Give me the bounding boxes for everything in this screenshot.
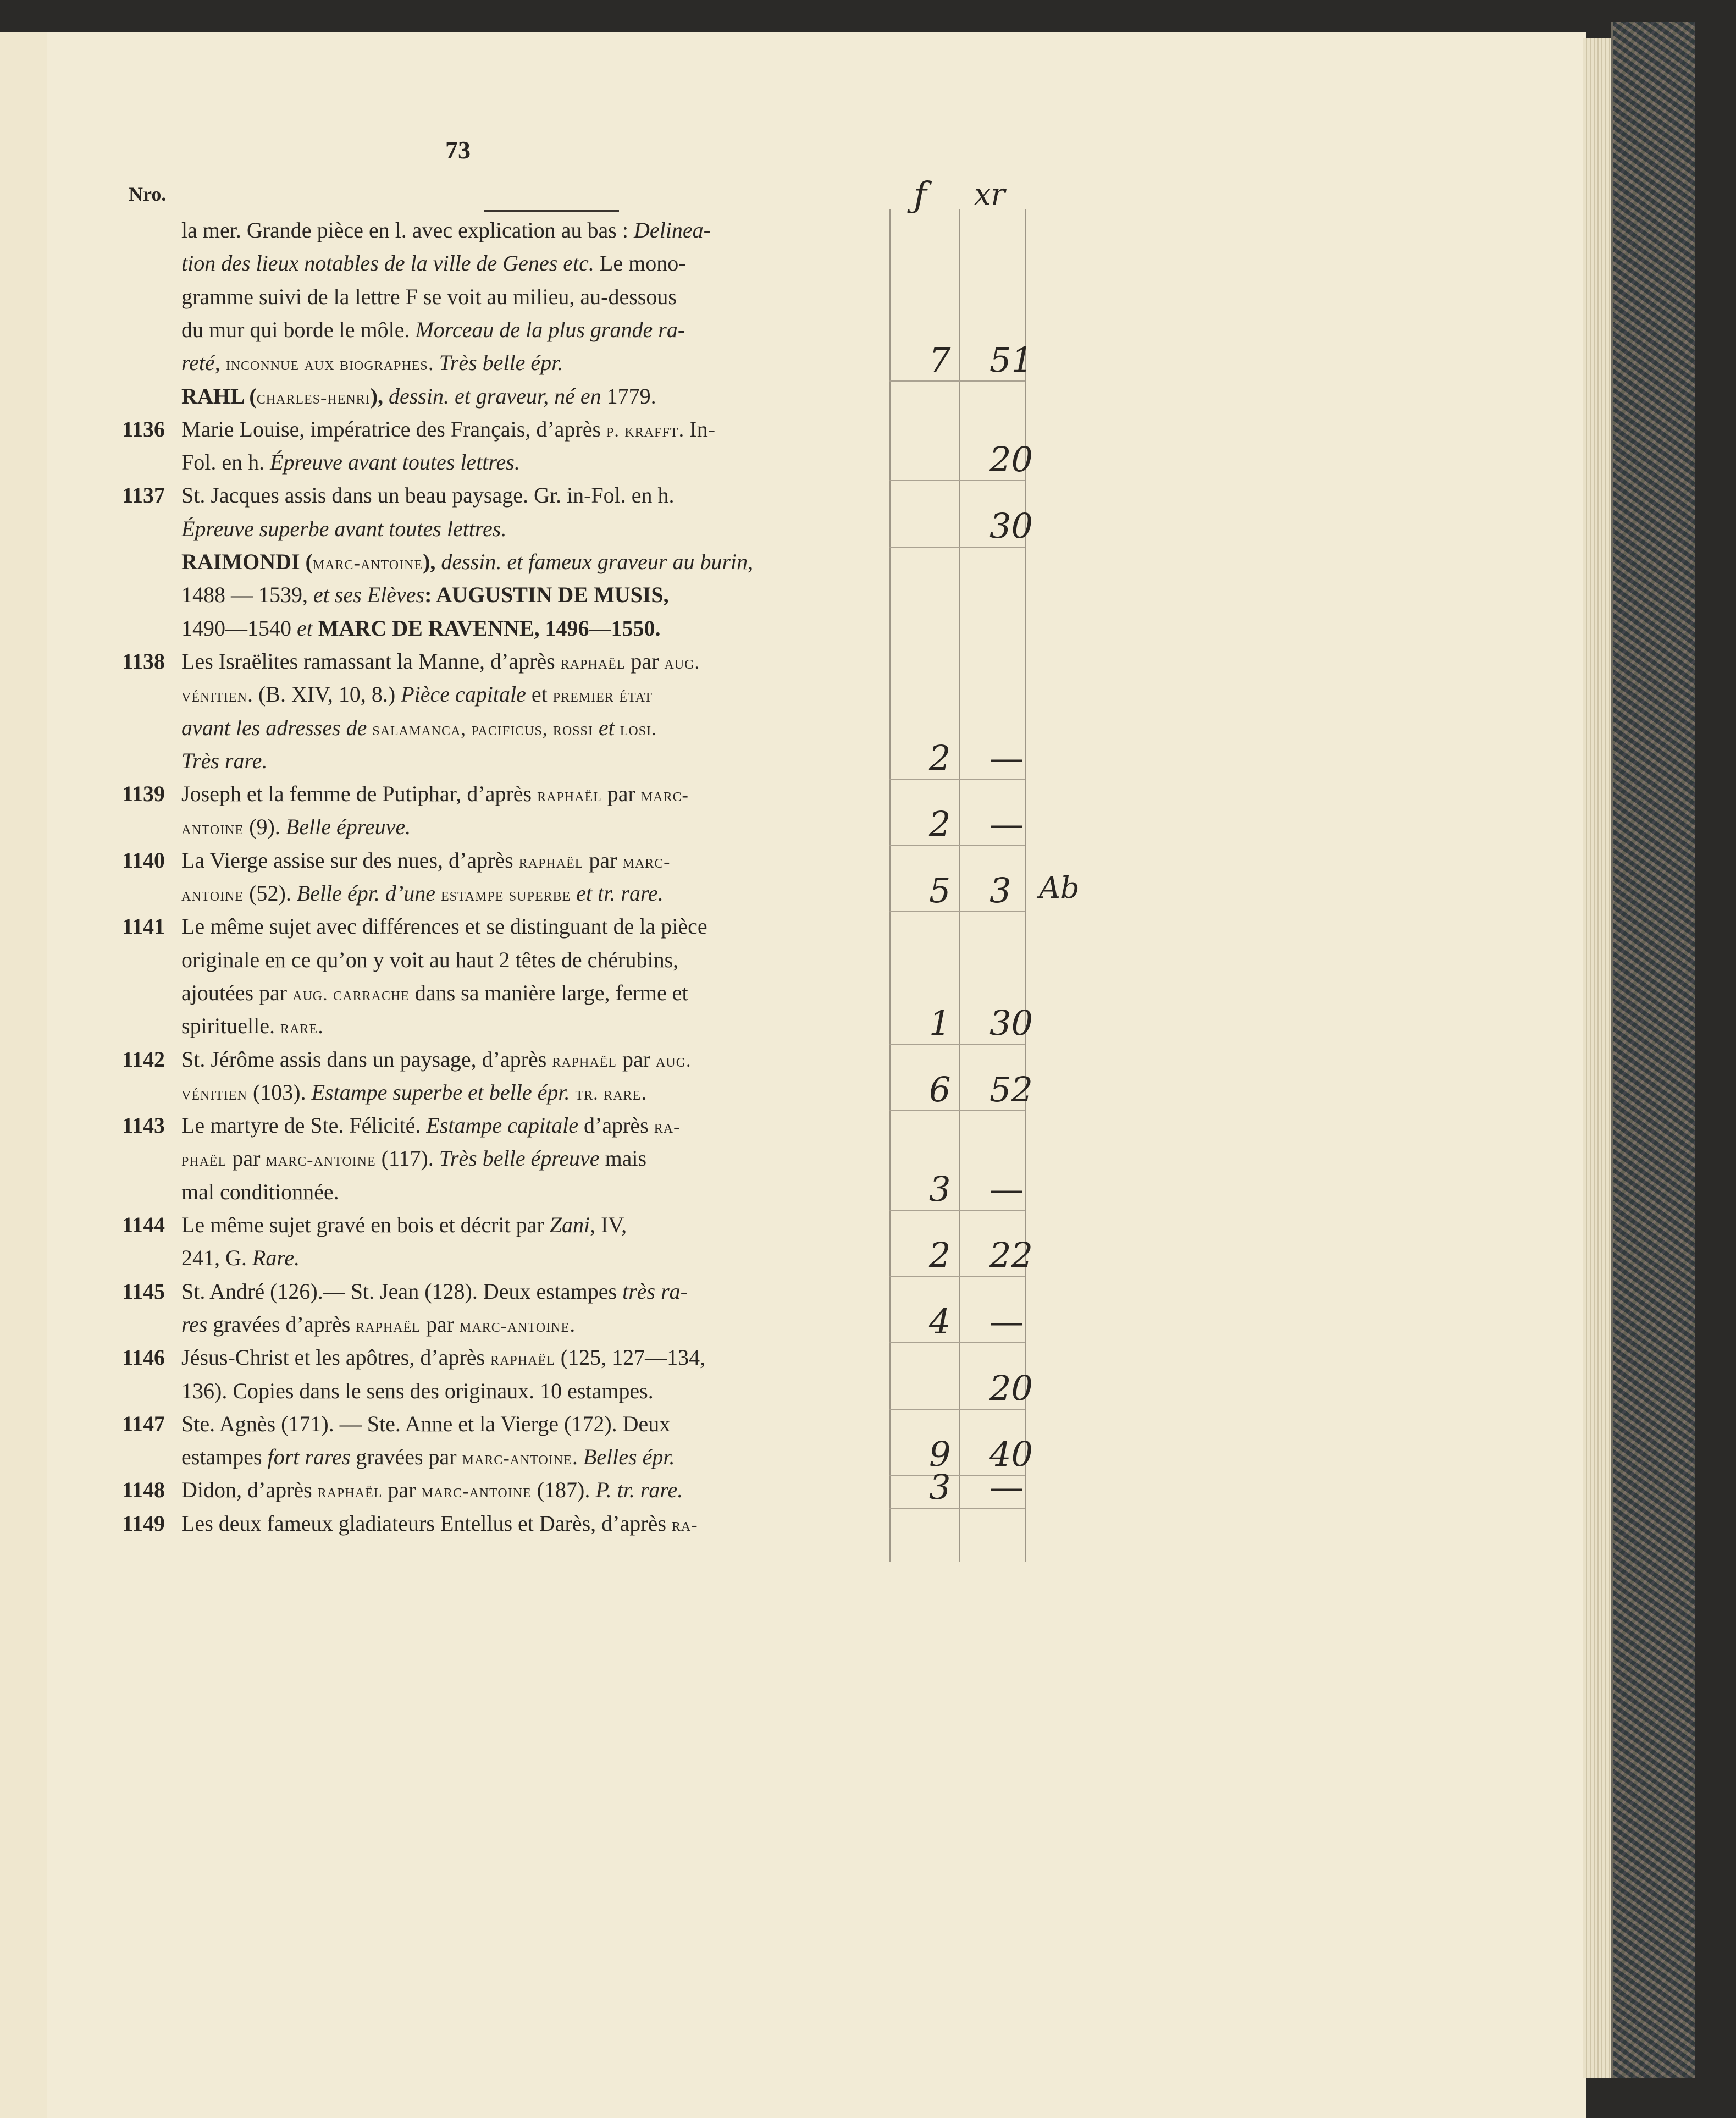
entry-text: et tr. rare. (571, 881, 664, 906)
entry-line (181, 1477, 683, 1503)
entry-text: Delinea- (633, 218, 711, 242)
price-col2: — (989, 804, 1024, 845)
entry-line (181, 1079, 646, 1105)
entry-text: (103). (247, 1079, 312, 1105)
entry-text (570, 1080, 576, 1105)
entry-text: . (317, 1013, 323, 1039)
entry-text: Fol. en h. (181, 450, 270, 475)
entry-line (181, 449, 520, 475)
price-col1: 5 (929, 870, 951, 911)
entry-text: Marie Louise, impératrice des Français, d’après (181, 416, 607, 442)
entry-text: et (526, 682, 553, 707)
ledger-col2-header: xr (974, 177, 1005, 212)
entry-line (181, 1145, 646, 1171)
entry-line (181, 1411, 670, 1437)
price-col2: 3 (989, 870, 1011, 911)
entry-text: mais (599, 1146, 647, 1171)
entry-text: par (226, 1146, 266, 1171)
entry-text: premier état (552, 686, 653, 707)
entry-text: du mur qui borde le môle. (181, 317, 416, 342)
entry-text: tr. rare (575, 1083, 642, 1104)
entry-text: marc-antoine (312, 553, 423, 573)
entry-text: marc- (640, 785, 689, 806)
entry-text: reté (181, 350, 215, 376)
entry-line (181, 1344, 705, 1370)
entry-text: . (572, 1444, 583, 1470)
entry-text: , IV, (590, 1212, 627, 1237)
entry-text: par (625, 648, 665, 674)
entry-text: antoine (181, 885, 244, 905)
price-col1: 6 (929, 1069, 951, 1110)
price-col2: 51 (989, 340, 1033, 380)
entry-text: et (297, 615, 313, 641)
ledger-row-rule (889, 1110, 1025, 1111)
entry-text: raphaël (518, 851, 584, 872)
item-number: 1148 (122, 1477, 165, 1503)
entry-text: vénitien (181, 1083, 247, 1104)
entry-text: Belle épreuve. (285, 814, 411, 840)
price-col1: 3 (929, 1467, 951, 1508)
ledger-column-rule (1025, 209, 1026, 1562)
entry-text: RAIMONDI ( (181, 549, 313, 574)
item-number: 1143 (122, 1113, 165, 1138)
entry-text: . (B. XIV, 10, 8.) (247, 682, 401, 707)
entry-line (181, 1378, 654, 1404)
entry-line (181, 1046, 692, 1072)
entry-text: (52). (244, 881, 297, 906)
entry-text: marc-antoine (460, 1315, 570, 1336)
entry-line (181, 1112, 680, 1138)
entry-line (181, 681, 653, 707)
entry-text: ra- (671, 1514, 698, 1535)
entry-text: par (616, 1046, 656, 1072)
entry-line (181, 1245, 300, 1271)
entry-line (181, 1444, 675, 1470)
entry-text: salamanca, pacificus, rossi (372, 719, 593, 740)
entry-text: marc-antoine (462, 1448, 572, 1469)
entry-line (181, 1510, 698, 1536)
entry-text: par (420, 1311, 460, 1337)
entry-text: Belle épr. d’une (296, 881, 441, 906)
entry-text: raphaël (537, 785, 602, 806)
entry-text: P. tr. rare. (595, 1477, 683, 1503)
entry-line (181, 1179, 339, 1205)
entry-text: dessin. et graveur, né en (389, 383, 601, 409)
ledger-row-rule (889, 480, 1025, 481)
entry-text: Belles épr. (583, 1444, 675, 1470)
entry-line (181, 615, 661, 641)
price-col1: 1 (929, 1003, 951, 1044)
entry-line (181, 549, 753, 575)
price-col1: 2 (929, 737, 951, 778)
entry-line (181, 217, 711, 243)
entry-text: Très rare. (181, 748, 268, 773)
ledger-row-rule (889, 1210, 1025, 1211)
entry-text: : AUGUSTIN DE MUSIS, (424, 582, 669, 608)
entry-text: Le martyre de Ste. Félicité. (181, 1113, 427, 1138)
entry-text: aug. carrache (292, 984, 410, 1005)
entry-text: (187). (531, 1477, 596, 1503)
entry-text: (125, 127—134, (555, 1345, 706, 1370)
entry-text: Rare. (252, 1245, 300, 1271)
price-col2: 22 (989, 1235, 1033, 1276)
entry-text: Estampe superbe et belle épr. (311, 1079, 570, 1105)
entry-text: originale en ce qu’on y voit au haut 2 têtes de chérubins, (181, 947, 679, 972)
ledger-col1-header: ƒ (914, 175, 927, 216)
price-col1: 2 (929, 804, 951, 845)
entry-text: la mer. Grande pièce en l. avec explication au bas : (181, 218, 634, 242)
entry-text: tion des lieux notables de la ville de Genes etc. (181, 251, 594, 276)
item-number: 1149 (122, 1510, 165, 1536)
entry-text: dessin. et fameux graveur au burin, (441, 549, 754, 574)
entry-text: MARC DE RAVENNE, 1496—1550. (312, 615, 661, 641)
entry-text: res (181, 1311, 208, 1337)
entry-text: vénitien (181, 686, 247, 707)
entry-text: Zani (549, 1212, 590, 1237)
ledger-row-rule (889, 1342, 1025, 1343)
item-number: 1144 (122, 1212, 165, 1237)
entry-line (181, 781, 689, 807)
entry-line (181, 1013, 323, 1039)
entry-text: Le même sujet avec différences et se distinguant de la pièce (181, 914, 707, 939)
price-col3: Ab (1039, 870, 1080, 905)
entry-text: par (583, 847, 623, 873)
entry-text: et (593, 715, 620, 740)
entry-text: gravées d’après (207, 1311, 356, 1337)
item-number: 1145 (122, 1278, 165, 1304)
entry-text: marc-antoine (266, 1150, 376, 1171)
entry-text: p. krafft (606, 420, 679, 441)
ledger-row-rule (889, 779, 1025, 780)
entry-text: . (641, 1079, 647, 1105)
entry-text: 136). Copies dans le sens des originaux. 10 estampes. (181, 1378, 654, 1403)
page-number: 73 (445, 136, 471, 164)
entry-text: Didon, d’après (181, 1477, 318, 1503)
entry-text: aug. (656, 1050, 692, 1071)
entry-text: St. Jacques assis dans un beau paysage. Gr. in-Fol. en h. (181, 483, 675, 508)
price-col2: 30 (989, 1003, 1033, 1044)
entry-text: Pièce capitale (401, 682, 526, 707)
entry-text: Ste. Agnès (171). — Ste. Anne et la Vierge (172). Deux (181, 1411, 671, 1436)
price-col1: 4 (929, 1301, 951, 1342)
entry-text: marc-antoine (421, 1481, 532, 1502)
item-number: 1139 (122, 781, 165, 807)
item-number: 1138 (122, 648, 165, 674)
price-col1: 7 (929, 340, 951, 380)
ledger-row-rule (889, 547, 1025, 548)
entry-text: St. Jérôme assis dans un paysage, d’après (181, 1046, 552, 1072)
entry-text: St. André (126).— St. Jean (128). Deux estampes (181, 1278, 623, 1304)
price-col2: 20 (989, 439, 1033, 480)
price-col1: 9 (929, 1434, 951, 1475)
entry-text: Très belle épr. (439, 350, 563, 376)
catalog-page (47, 32, 1586, 2118)
entry-text: gramme suivi de la lettre F se voit au milieu, au-dessous (181, 284, 677, 309)
entry-text: et ses Elèves (313, 582, 425, 608)
entry-text: Estampe capitale (426, 1113, 578, 1138)
entry-line (181, 582, 669, 608)
price-col2: — (989, 737, 1024, 778)
item-number: 1146 (122, 1345, 165, 1370)
entry-text: très ra- (622, 1278, 688, 1304)
entry-text: spirituelle. (181, 1013, 280, 1039)
entry-text: antoine (181, 818, 244, 839)
entry-line (181, 516, 506, 542)
entry-text: estampes (181, 1444, 268, 1470)
entry-text: ajoutées par (181, 980, 293, 1005)
entry-text: charles-henri (256, 387, 371, 408)
item-number: 1136 (122, 416, 165, 442)
entry-text: rare (280, 1017, 318, 1038)
entry-text: par (382, 1477, 422, 1503)
price-col2: — (989, 1168, 1024, 1209)
entry-text: . (570, 1311, 576, 1337)
entry-text: Joseph et la femme de Putiphar, d’après (181, 781, 538, 807)
entry-text: marc- (622, 851, 671, 872)
entry-text: gravées par (350, 1444, 462, 1470)
entry-text: d’après (578, 1113, 654, 1138)
ledger-row-rule (889, 845, 1025, 846)
price-col2: — (989, 1301, 1024, 1342)
entry-text: raphaël (560, 652, 626, 673)
entry-text: Épreuve superbe avant toutes lettres. (181, 516, 507, 541)
entry-text: Jésus-Christ et les apôtres, d’après (181, 1345, 491, 1370)
entry-line (181, 250, 686, 276)
entry-text: 241, G. (181, 1245, 252, 1271)
price-col1: 2 (929, 1235, 951, 1276)
entry-text: raphaël (356, 1315, 421, 1336)
ledger-row-rule (889, 1508, 1025, 1509)
entry-text: ), (370, 383, 389, 409)
entry-text: raphaël (552, 1050, 617, 1071)
price-col2: 30 (989, 505, 1033, 546)
entry-line (181, 317, 685, 343)
entry-line (181, 947, 678, 973)
entry-line (181, 1311, 575, 1337)
price-col2: — (989, 1467, 1024, 1508)
entry-text: ra- (654, 1117, 681, 1138)
entry-line (181, 1278, 688, 1304)
ledger-column-rule (889, 209, 891, 1562)
entry-text: Les Israëlites ramassant la Manne, d’après (181, 648, 561, 674)
ledger-row-rule (889, 1044, 1025, 1045)
entry-line (181, 383, 656, 409)
ledger-row-rule (889, 380, 1025, 382)
item-number: 1137 (122, 483, 165, 508)
price-col2: 40 (989, 1434, 1033, 1475)
item-number: 1140 (122, 847, 165, 873)
price-col1: 3 (929, 1168, 951, 1209)
entry-line (181, 284, 677, 310)
ledger-row-rule (889, 911, 1025, 912)
price-col2: 52 (989, 1069, 1033, 1110)
ledger-row-rule (889, 1276, 1025, 1277)
entry-text: , (214, 350, 226, 376)
entry-text: RAHL ( (181, 383, 257, 409)
entry-line (181, 980, 688, 1006)
facing-page-edge (0, 32, 50, 2118)
entry-text: Les deux fameux gladiateurs Entellus et Darès, d’après (181, 1510, 672, 1536)
entry-text: mal conditionnée. (181, 1179, 339, 1204)
item-number: 1142 (122, 1046, 165, 1072)
entry-text: raphaël (490, 1349, 555, 1370)
entry-text: dans sa manière large, ferme et (409, 980, 688, 1005)
entry-text: 1488 — 1539, (181, 582, 313, 608)
entry-text: losi. (620, 719, 657, 740)
item-number: 1147 (122, 1411, 165, 1436)
ledger-column-rule (959, 209, 960, 1562)
entry-line (181, 482, 675, 508)
entry-text: 1490—1540 (181, 615, 297, 641)
entry-text: La Vierge assise sur des nues, d’après (181, 847, 519, 873)
entry-line (181, 847, 671, 873)
entry-text: (117). (375, 1146, 439, 1171)
entry-line (181, 748, 267, 774)
entry-text: fort rares (267, 1444, 351, 1470)
entry-line (181, 1212, 627, 1238)
entry-text: Épreuve avant toutes lettres. (270, 450, 520, 475)
entry-text: . In- (678, 416, 716, 442)
item-number: 1141 (122, 914, 165, 939)
marbled-cover (1611, 22, 1695, 2078)
entry-text: raphaël (317, 1481, 383, 1502)
entry-text: Le même sujet gravé en bois et décrit par (181, 1212, 550, 1237)
entry-line (181, 814, 411, 840)
entry-line (181, 648, 700, 674)
entry-text: inconnue aux biographes (225, 354, 428, 375)
entry-text: avant les adresses de (181, 715, 373, 740)
entry-text: estampe superbe (441, 885, 571, 905)
nro-column-label: Nro. (129, 183, 167, 205)
entry-text: Très belle épreuve (439, 1146, 600, 1171)
entry-line (181, 416, 715, 442)
entry-line (181, 880, 664, 906)
entry-text: phaël (181, 1150, 227, 1171)
entry-text: Le mono- (594, 251, 686, 276)
entry-text: aug. (664, 652, 700, 673)
entry-text: ), (423, 549, 441, 574)
price-col2: 20 (989, 1367, 1033, 1408)
entry-text: (9). (244, 814, 286, 840)
entry-line (181, 715, 657, 741)
entry-text: Morceau de la plus grande ra- (415, 317, 685, 342)
entry-text: par (601, 781, 641, 807)
ledger-row-rule (889, 1409, 1025, 1410)
entry-text: 1779. (601, 383, 656, 409)
entry-line (181, 350, 563, 376)
entry-line (181, 913, 707, 939)
entry-text: . (428, 350, 439, 376)
page-number-rule (484, 210, 619, 212)
